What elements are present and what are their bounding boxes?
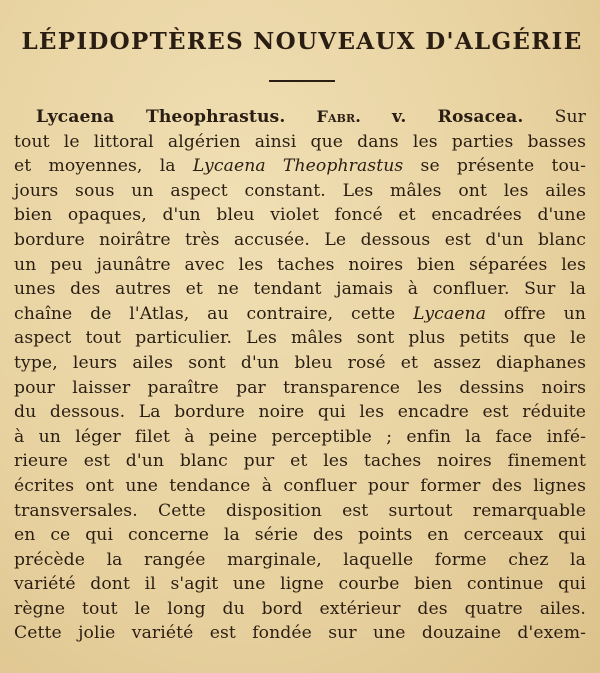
- text-line-18: en ce qui concerne la série des points en cerceaux qui: [14, 525, 586, 546]
- line-1-tail: Sur: [554, 107, 586, 127]
- text-line-15: rieure est d'un blanc pur et les taches noires finement: [14, 451, 586, 472]
- text-line-10: aspect tout particulier. Les mâles sont plus petits que le: [14, 328, 586, 349]
- text-line-22: Cette jolie variété est fondée sur une douzaine d'exem-: [14, 623, 586, 644]
- line-3-species-italic: Lycaena Theophrastus: [192, 156, 404, 177]
- page-title: LÉPIDOPTÈRES NOUVEAUX D'ALGÉRIE: [21, 28, 583, 55]
- text-line-1: [14, 105, 586, 130]
- line-9-genus-italic: Lycaena: [413, 303, 487, 324]
- text-line-8: unes des autres et ne tendant jamais à confluer. Sur la: [14, 279, 586, 300]
- author-abbrev: Fabr.: [316, 107, 361, 126]
- species-name: Lycaena Theophrastus.: [36, 107, 286, 127]
- text-line-11: type, leurs ailes sont d'un bleu rosé et assez diaphanes: [14, 352, 586, 373]
- text-line-12: pour laisser paraître par transparence les dessins noirs: [14, 377, 586, 398]
- text-line-4: jours sous un aspect constant. Les mâles ont les ailes: [14, 180, 586, 201]
- line-9-part-a: chaîne de l'Atlas, au contraire, cette: [14, 303, 396, 324]
- line-3-part-c: se présente tou-: [420, 156, 586, 177]
- text-line-19: précède la rangée marginale, laquelle forme chez la: [14, 549, 586, 570]
- text-line-6: bordure noirâtre très accusée. Le dessous est d'un blanc: [14, 229, 586, 250]
- text-line-20: variété dont il s'agit une ligne courbe bien continue qui: [14, 574, 586, 595]
- text-line-7: un peu jaunâtre avec les taches noires bien séparées les: [14, 254, 586, 275]
- text-line-5: bien opaques, d'un bleu violet foncé et encadrées d'une: [14, 205, 586, 226]
- text-line-21: règne tout le long du bord extérieur des quatre ailes.: [14, 598, 586, 619]
- variety-prefix: v.: [392, 107, 407, 127]
- text-line-3: [14, 154, 586, 179]
- text-line-14: à un léger filet à peine perceptible ; enfin la face infé-: [14, 426, 586, 447]
- line-3-part-a: et moyennes, la: [14, 156, 176, 177]
- text-line-2: tout le littoral algérien ainsi que dans les parties basses: [14, 131, 586, 152]
- text-line-17: transversales. Cette disposition est surtout remarquable: [14, 500, 586, 521]
- line-9-part-c: offre un: [503, 303, 586, 324]
- text-line-13: du dessous. La bordure noire qui les encadre est réduite: [14, 402, 586, 423]
- title-divider: [269, 80, 335, 82]
- text-line-16: écrites ont une tendance à confluer pour former des lignes: [14, 475, 586, 496]
- text-line-9: [14, 302, 586, 327]
- variety-name: Rosacea.: [437, 107, 524, 127]
- body-paragraph: [14, 105, 590, 646]
